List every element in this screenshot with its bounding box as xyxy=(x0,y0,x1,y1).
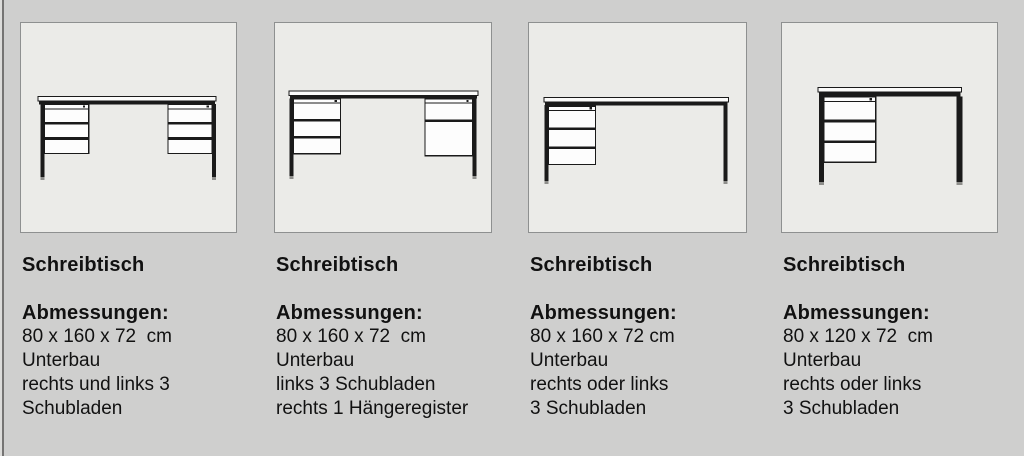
caption-line: rechts 1 Hängeregister xyxy=(276,398,469,419)
desk-illustration-single-pedestal-120 xyxy=(782,23,997,232)
caption-line: rechts und links 3 xyxy=(22,374,170,395)
dimensions-value: 80 x 120 x 72 cm xyxy=(783,326,933,347)
product-caption xyxy=(528,253,747,421)
product-title: Schreibtisch xyxy=(783,254,906,276)
product-title: Schreibtisch xyxy=(22,254,145,276)
product-caption xyxy=(781,253,998,421)
product-panel-3 xyxy=(528,22,747,421)
dimensions-label: Abmessungen: xyxy=(276,302,423,324)
caption-line: Unterbau xyxy=(783,350,862,371)
dimensions-label: Abmessungen: xyxy=(22,302,169,324)
product-panel-4 xyxy=(781,22,998,421)
product-image-frame xyxy=(20,22,237,233)
caption-line: Schubladen xyxy=(22,398,123,419)
dimensions-value: 80 x 160 x 72 cm xyxy=(22,326,172,347)
caption-line: rechts oder links xyxy=(783,374,922,395)
desk-illustration-double-pedestal xyxy=(21,23,236,232)
desk-illustration-drawers-and-hanging-file xyxy=(275,23,491,232)
product-image-frame xyxy=(781,22,998,233)
product-title: Schreibtisch xyxy=(276,254,399,276)
caption-line: Unterbau xyxy=(276,350,355,371)
desk-illustration-single-pedestal-160 xyxy=(529,23,746,232)
caption-line: 3 Schubladen xyxy=(530,398,647,419)
product-caption xyxy=(274,253,492,421)
product-image-frame xyxy=(528,22,747,233)
scan-edge-line xyxy=(2,0,4,456)
product-panel-1 xyxy=(20,22,237,421)
product-title: Schreibtisch xyxy=(530,254,653,276)
caption-line: links 3 Schubladen xyxy=(276,374,436,395)
dimensions-value: 80 x 160 x 72 cm xyxy=(276,326,426,347)
caption-line: rechts oder links xyxy=(530,374,669,395)
product-caption xyxy=(20,253,237,421)
caption-line: 3 Schubladen xyxy=(783,398,900,419)
product-image-frame xyxy=(274,22,492,233)
dimensions-value: 80 x 160 x 72 cm xyxy=(530,326,675,347)
product-panel-2 xyxy=(274,22,492,421)
caption-line: Unterbau xyxy=(22,350,101,371)
dimensions-label: Abmessungen: xyxy=(530,302,677,324)
dimensions-label: Abmessungen: xyxy=(783,302,930,324)
caption-line: Unterbau xyxy=(530,350,609,371)
